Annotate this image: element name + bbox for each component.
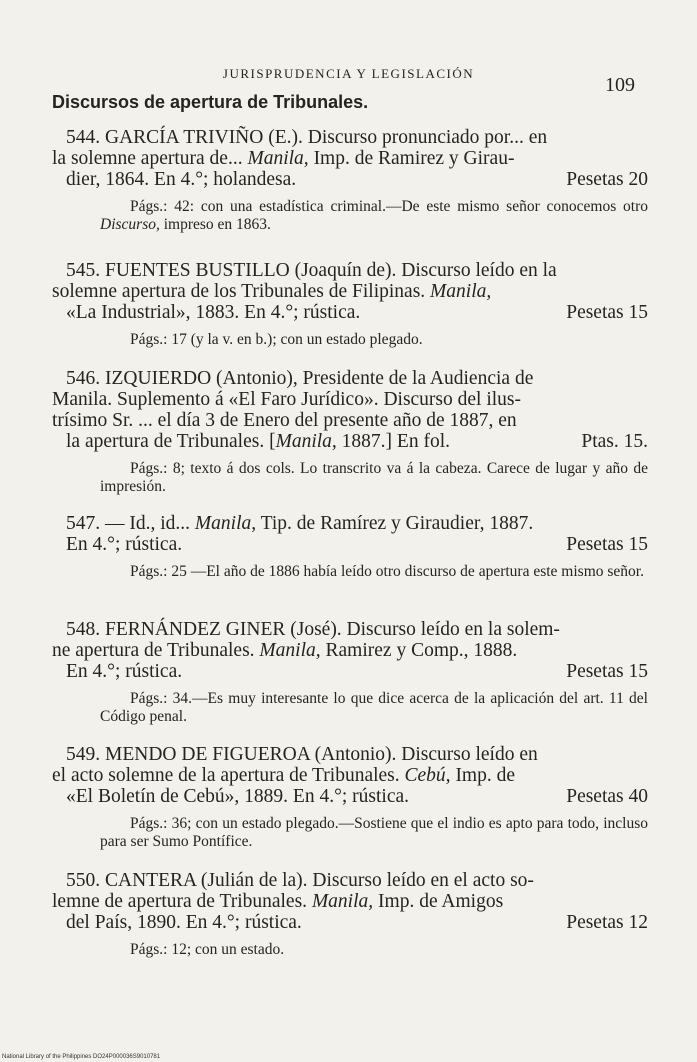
entry-price: Pesetas 20 xyxy=(566,169,648,190)
entry-546: 546. IZQUIERDO (Antonio), Presidente de la Audiencia de Manila. Suplemento á «El Faro Jurídico». Discurso del ilus- trísimo Sr. ... el día 3 de Enero del presente año de 1887, en la apertura de Tribunales. [Manila, 1887.] En fol. Ptas. 15. Págs.: 8; texto á dos cols. Lo transcrito va á la cabeza. Carece de lugar y año de impresión. xyxy=(52,368,648,495)
entry-545: 545. FUENTES BUSTILLO (Joaquín de). Discurso leído en la solemne apertura de los Tribunales de Filipinas. Manila, «La Industrial», 1883. En 4.°; rústica. Pesetas 15 Págs.: 17 (y la v. en b.); con un estado plegado. xyxy=(52,260,648,348)
entry-price: Pesetas 15 xyxy=(566,534,648,555)
entry-549: 549. MENDO DE FIGUEROA (Antonio). Discurso leído en el acto solemne de la apertura de Tribunales. Cebú, Imp. de «El Boletín de Cebú», 1889. En 4.°; rústica. Pesetas 40 Págs.: 36; con un estado plegado.—Sostiene que el indio es apto para todo, incluso para ser Sumo Pontífice. xyxy=(52,744,648,850)
entry-line: GARCÍA TRIVIÑO (E.). Discurso pronunciado por... en xyxy=(105,127,548,148)
entry-price: Pesetas 12 xyxy=(566,912,648,933)
entry-note: Págs.: 12; con un estado. xyxy=(130,941,285,958)
scan-credit: National Library of the Philippines DO24P000036S9010781 xyxy=(2,1054,161,1060)
page-number: 109 xyxy=(605,74,635,96)
running-head: JURISPRUDENCIA Y LEGISLACIÓN xyxy=(222,66,475,81)
section-heading: Discursos de apertura de Tribunales. xyxy=(52,92,369,112)
entry-price: Pesetas 15 xyxy=(566,661,648,682)
entry-price: Pesetas 40 xyxy=(566,786,648,807)
entry-price: Ptas. 15. xyxy=(581,431,648,452)
entry-number: 546. xyxy=(66,368,101,389)
entry-note: Págs.: 17 (y la v. en b.); con un estado plegado. xyxy=(130,331,423,348)
entry-number: 547. xyxy=(66,513,101,534)
entry-price: Pesetas 15 xyxy=(566,302,648,323)
entry-547: 547. — Id., id... Manila, Tip. de Ramírez y Giraudier, 1887. En 4.°; rústica. Pesetas 15 Págs.: 25 —El año de 1886 había leído otro discurso de apertura este mismo señor. xyxy=(52,513,648,581)
entry-548: 548. FERNÁNDEZ GINER (José). Discurso leído en la solem- ne apertura de Tribunales. Manila, Ramirez y Comp., 1888. En 4.°; rústica. Pesetas 15 Págs.: 34.—Es muy interesante lo que dice acerca de la aplicación del art. 11 del Código penal. xyxy=(52,619,648,725)
entry-number: 549. xyxy=(66,744,101,765)
entry-number: 544. xyxy=(66,127,101,148)
entry-note: Págs.: 34.—Es muy interesante lo que dice acerca de la aplicación del art. 11 del Código penal. xyxy=(100,690,648,725)
entry-note: Págs.: 25 —El año de 1886 había leído otro discurso de apertura este mismo señor. xyxy=(130,563,644,580)
entry-note: Págs.: 36; con un estado plegado.—Sostiene que el indio es apto para todo, incluso para ser Sumo Pontífice. xyxy=(100,815,648,850)
entry-note: Págs.: 8; texto á dos cols. Lo transcrito va á la cabeza. Carece de lugar y año de impresión. xyxy=(100,460,648,495)
entry-544: 544. GARCÍA TRIVIÑO (E.). Discurso pronunciado por... en la solemne apertura de... Manila, Imp. de Ramirez y Girau- dier, 1864. En 4.°; holandesa. Pesetas 20 Págs.: 42: con una estadística criminal.—De este mismo señor conocemos otro Discurso, impreso en 1863. xyxy=(52,127,648,233)
entry-number: 545. xyxy=(66,260,101,281)
entry-note: Págs.: 42: con una estadística criminal.—De este mismo señor conocemos otro Discurso, impreso en 1863. xyxy=(100,198,648,233)
entry-number: 548. xyxy=(66,619,101,640)
entry-number: 550. xyxy=(66,870,101,891)
entry-550: 550. CANTERA (Julián de la). Discurso leído en el acto so- lemne de apertura de Tribunales. Manila, Imp. de Amigos del País, 1890. En 4.°; rústica. Pesetas 12 Págs.: 12; con un estado. xyxy=(52,870,648,958)
